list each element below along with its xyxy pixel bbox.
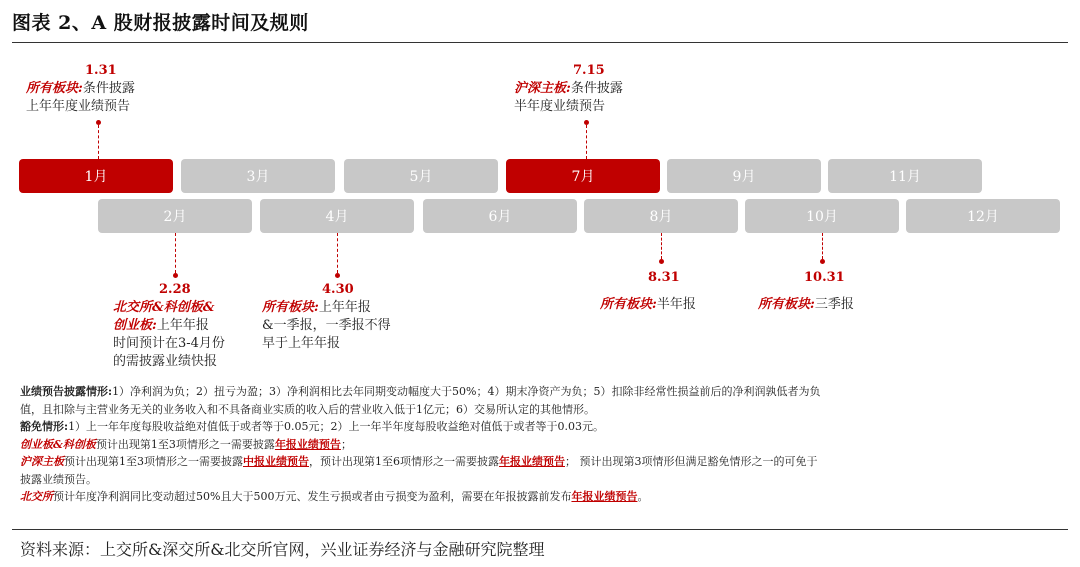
note-line-1	[20, 383, 1065, 401]
note-text-3: 1）上一年年度每股收益绝对值低于或者等于0.05元；2）上一年半年度每股收益绝对值低于或者等于0.03元。	[68, 420, 605, 433]
event-131-date: 1.31	[85, 63, 117, 78]
month-apr: 4月	[260, 199, 414, 233]
note-label-main-board: 沪深主板	[20, 455, 64, 468]
month-sep: 9月	[667, 159, 821, 193]
event-430-line2: &一季报，一季报不得	[262, 318, 391, 333]
event-131-text	[26, 80, 135, 116]
event-831-connector	[661, 233, 662, 259]
event-715-text	[514, 80, 623, 116]
page-title: 图表 2、A 股财报披露时间及规则	[12, 12, 309, 34]
event-1031-text	[758, 296, 854, 314]
note-text-7-end: 。	[637, 490, 649, 503]
event-228-marker	[173, 273, 178, 278]
month-mar: 3月	[181, 159, 335, 193]
note-highlight-annual-2: 年报业绩预告	[499, 455, 565, 468]
note-text-1: 1）净利润为负；2）扭亏为盈；3）净利润相比去年同期变动幅度大于50%；4）期末净资产为负；5）扣除非经常性损益前后的净利润孰低者为负	[112, 385, 821, 398]
note-text-4-end: ；	[340, 437, 352, 451]
note-text-5c: ； 预计出现第3项情形但满足豁免情形之一的可免于	[565, 455, 818, 468]
event-228-text	[113, 299, 225, 371]
source-note: 资料来源：上交所&深交所&北交所官网，兴业证券经济与金融研究院整理	[20, 540, 545, 559]
event-831-date: 8.31	[648, 270, 680, 285]
note-line-5	[20, 453, 1065, 471]
event-228-line2: 上年年报	[156, 318, 209, 333]
note-highlight-annual: 年报业绩预告	[274, 437, 341, 451]
event-430-connector	[337, 233, 338, 273]
event-131-line1: 条件披露	[82, 81, 135, 96]
event-430-line3: 早于上年年报	[262, 336, 341, 351]
month-oct: 10月	[745, 199, 899, 233]
note-line-4	[20, 436, 1065, 454]
month-aug: 8月	[584, 199, 738, 233]
event-715-connector	[586, 125, 587, 159]
event-715-date: 7.15	[573, 63, 605, 78]
event-430-text	[262, 299, 391, 353]
source-divider	[12, 529, 1068, 530]
month-jan: 1月	[19, 159, 173, 193]
note-label-gem-star: 创业板&科创板	[20, 437, 96, 451]
note-highlight-interim: 中报业绩预告	[243, 455, 309, 468]
event-1031-line1: 三季报	[814, 297, 854, 312]
event-228-line3: 时间预计在3-4月份	[113, 336, 225, 351]
rules-notes	[20, 383, 1065, 506]
month-nov: 11月	[828, 159, 982, 193]
event-715-line1: 条件披露	[570, 81, 623, 96]
note-text-5a: 预计出现第1至3项情形之一需要披露	[64, 455, 243, 468]
event-131-connector	[98, 125, 99, 159]
note-line-7	[20, 488, 1065, 506]
note-text-7: 预计年度净利润同比变动超过50%且大于500万元、发生亏损或者由亏损变为盈利，需要在年报披露前发布	[53, 490, 572, 503]
event-1031-date: 10.31	[804, 270, 845, 285]
event-1031-marker	[820, 259, 825, 264]
event-131-line2: 上年年度业绩预告	[26, 99, 131, 114]
month-feb: 2月	[98, 199, 252, 233]
event-131-label: 所有板块:	[26, 81, 83, 96]
event-831-marker	[659, 259, 664, 264]
note-text-5b: ，预计出现第1至6项情形之一需要披露	[309, 455, 499, 468]
event-228-label2: 创业板:	[113, 318, 157, 333]
event-228-label1: 北交所&科创板&	[113, 300, 215, 315]
event-228-line4: 的需披露业绩快报	[113, 354, 218, 369]
event-715-label: 沪深主板:	[514, 81, 571, 96]
note-line-2: 值，且扣除与主营业务无关的业务收入和不具备商业实质的收入后的营业收入低于1亿元；6）交易所认定的其他情形。	[20, 402, 595, 416]
event-831-label: 所有板块:	[600, 297, 657, 312]
event-228-connector	[175, 233, 176, 273]
month-may: 5月	[344, 159, 498, 193]
note-text-4: 预计出现第1至3项情形之一需要披露	[95, 437, 275, 451]
event-228-date: 2.28	[159, 282, 191, 297]
note-line-6: 披露业绩预告。	[20, 472, 97, 486]
event-715-line2: 半年度业绩预告	[514, 99, 606, 114]
event-831-text	[600, 296, 696, 314]
month-jun: 6月	[423, 199, 577, 233]
event-430-date: 4.30	[322, 282, 354, 297]
note-label-exempt: 豁免情形:	[20, 420, 69, 433]
note-label-bse: 北交所	[20, 490, 53, 503]
event-430-line1: 上年年报	[318, 300, 371, 315]
event-831-line1: 半年报	[656, 297, 696, 312]
month-dec: 12月	[906, 199, 1060, 233]
event-1031-label: 所有板块:	[758, 297, 815, 312]
note-line-3	[20, 418, 1065, 436]
event-430-marker	[335, 273, 340, 278]
title-divider	[12, 42, 1068, 43]
note-highlight-annual-3: 年报业绩预告	[571, 490, 638, 503]
month-jul: 7月	[506, 159, 660, 193]
event-430-label: 所有板块:	[262, 300, 319, 315]
event-1031-connector	[822, 233, 823, 259]
note-label-forecast: 业绩预告披露情形:	[20, 385, 113, 398]
